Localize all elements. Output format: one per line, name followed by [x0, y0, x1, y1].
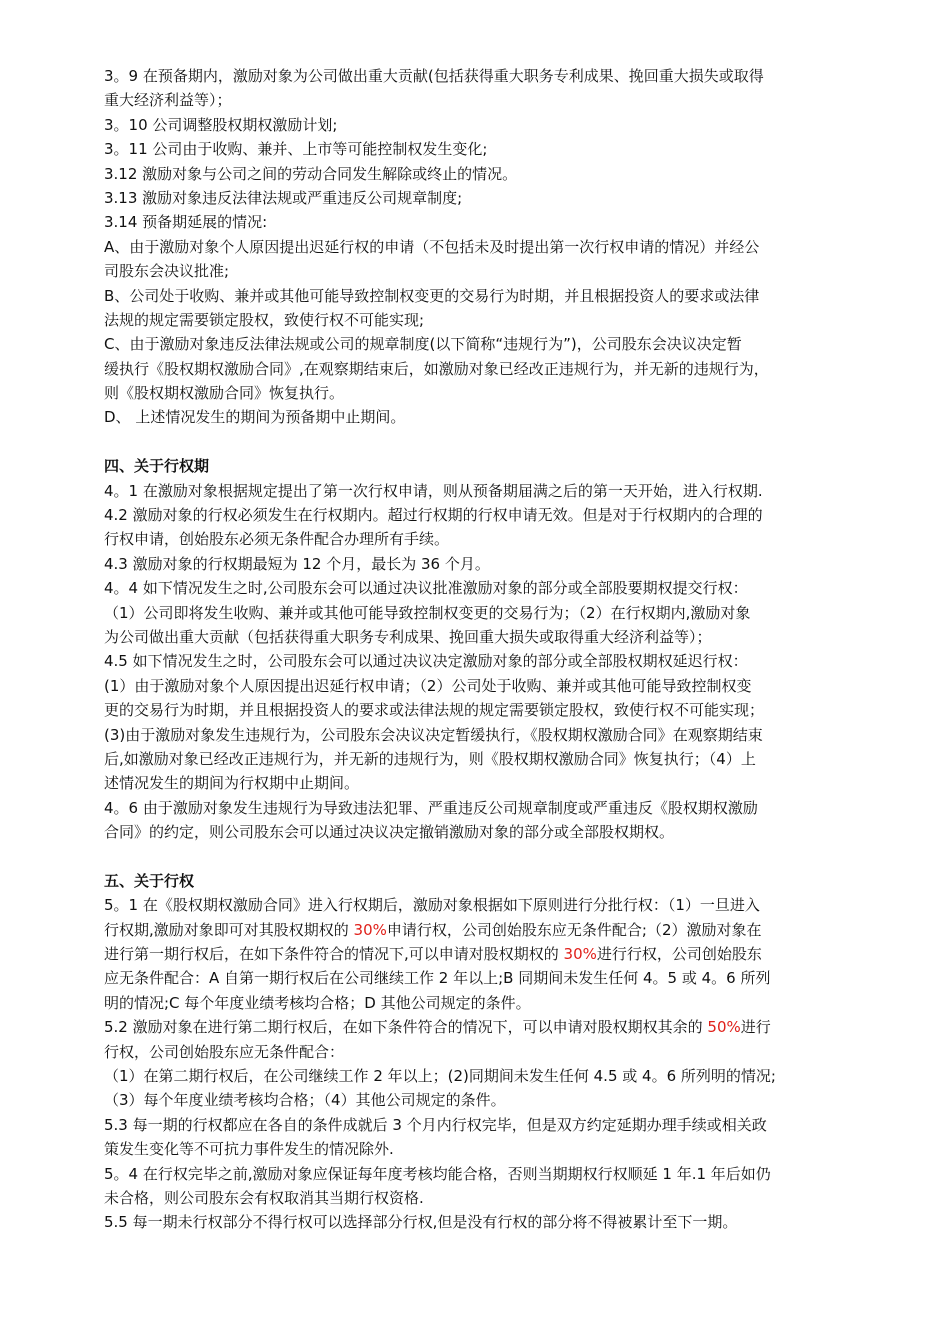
- highlighted-percentage: 50%: [707, 1018, 741, 1037]
- text-line: 4.3 激励对象的行权期最短为 12 个月，最长为 36 个月。: [104, 554, 490, 573]
- text-line: 明的情况;C 每个年度业绩考核均合格；D 其他公司规定的条件。: [104, 993, 531, 1012]
- text-line: （3）每个年度业绩考核均合格；（4）其他公司规定的条件。: [104, 1091, 506, 1110]
- text-line: B、公司处于收购、兼并或其他可能导致控制权变更的交易行为时期，并且根据投资人的要求或法律: [104, 286, 760, 305]
- text-line: 为公司做出重大贡献（包括获得重大职务专利成果、挽回重大损失或取得重大经济利益等）；: [104, 627, 712, 646]
- text-line: 4。1 在激励对象根据规定提出了第一次行权申请，则从预备期届满之后的第一天开始，进入行权期.: [104, 481, 763, 500]
- text-line: 3.12 激励对象与公司之间的劳动合同发生解除或终止的情况。: [104, 164, 518, 183]
- text-line: 述情况发生的期间为行权期中止期间。: [104, 774, 360, 793]
- document-page: [104, 64, 852, 1235]
- text-segment: 5.2 激励对象在进行第二期行权后，在如下条件符合的情况下，可以申请对股权期权其余的: [104, 1018, 708, 1037]
- text-segment: 申请行权，公司创始股东应无条件配合;（2）激励对象在: [386, 920, 762, 939]
- text-segment: 进行行权，公司创始股东: [596, 945, 762, 964]
- text-line: 5。4 在行权完毕之前,激励对象应保证每年度考核均能合格，否则当期期权行权顺延 1 年.1 年后如仍: [104, 1164, 771, 1183]
- section-4-heading: 四、关于行权期: [104, 457, 210, 476]
- text-line: A、由于激励对象个人原因提出迟延行权的申请（不包括未及时提出第一次行权申请的情况）并经公: [104, 237, 760, 256]
- text-segment: 行权期,激励对象即可对其股权期权的: [104, 920, 354, 939]
- text-line: 法规的规定需要锁定股权，致使行权不可能实现;: [104, 310, 425, 329]
- paragraph-gap: [104, 430, 852, 454]
- text-line: [104, 918, 852, 942]
- text-line: 4.5 如下情况发生之时，公司股东会可以通过决议决定激励对象的部分或全部股权期权延迟行权：: [104, 652, 748, 671]
- section-5: [104, 869, 852, 1235]
- text-line: 应无条件配合：A 自第一期行权后在公司继续工作 2 年以上;B 同期间未发生任何 4。5 或 4。6 所列: [104, 969, 771, 988]
- text-line: C、由于激励对象违反法律法规或公司的规章制度(以下简称“违规行为”)，公司股东会决议决定暂: [104, 335, 742, 354]
- text-line: 3。9 在预备期内，激励对象为公司做出重大贡献(包括获得重大职务专利成果、挽回重大损失或取得: [104, 67, 764, 85]
- text-line: 未合格，则公司股东会有权取消其当期行权资格.: [104, 1188, 424, 1207]
- text-line: 4.2 激励对象的行权必须发生在行权期内。超过行权期的行权申请无效。但是对于行权期内的合理的: [104, 506, 763, 525]
- text-line: [104, 942, 852, 966]
- text-line: 行权申请，创始股东必须无条件配合办理所有手续。: [104, 530, 450, 549]
- text-line: D、 上述情况发生的期间为预备期中止期间。: [104, 408, 406, 427]
- paragraph-gap: [104, 845, 852, 869]
- text-line: 策发生变化等不可抗力事件发生的情况除外.: [104, 1140, 394, 1159]
- text-line: 重大经济利益等）；: [104, 91, 232, 110]
- text-line: 更的交易行为时期，并且根据投资人的要求或法律法规的规定需要锁定股权，致使行权不可能实现；: [104, 701, 765, 720]
- text-line: 5.3 每一期的行权都应在各自的条件成就后 3 个月内行权完毕，但是双方约定延期办理手续或相关政: [104, 1115, 767, 1134]
- text-line: 3.13 激励对象违反法律法规或严重违反公司规章制度;: [104, 188, 463, 207]
- text-line: 5。1 在《股权期权激励合同》进入行权期后，激励对象根据如下原则进行分批行权：（1）一旦进入: [104, 896, 760, 915]
- text-line: 3.14 预备期延展的情况:: [104, 213, 268, 232]
- text-line: 3。10 公司调整股权期权激励计划;: [104, 115, 338, 134]
- text-line: 3。11 公司由于收购、兼并、上市等可能控制权发生变化;: [104, 140, 488, 159]
- text-line: 4。4 如下情况发生之时,公司股东会可以通过决议批准激励对象的部分或全部股要期权提交行权：: [104, 579, 748, 598]
- text-line: 则《股权期权激励合同》恢复执行。: [104, 384, 345, 403]
- text-line: 缓执行《股权期权激励合同》,在观察期结束后，如激励对象已经改正违规行为，并无新的违规行为，: [104, 359, 769, 378]
- text-line: 行权，公司创始股东应无条件配合：: [104, 1042, 345, 1061]
- text-line: [104, 1015, 852, 1039]
- block-3-continued: [104, 64, 852, 430]
- text-line: 5.5 每一期未行权部分不得行权可以选择部分行权,但是没有行权的部分将不得被累计至下一期。: [104, 1213, 738, 1232]
- text-segment: 进行: [740, 1018, 771, 1037]
- text-segment: 进行第一期行权后，在如下条件符合的情况下,可以申请对股权期权的: [104, 945, 564, 964]
- section-5-heading: 五、关于行权: [104, 871, 195, 890]
- text-line: (1）由于激励对象个人原因提出迟延行权申请；（2）公司处于收购、兼并或其他可能导致控制权变: [104, 676, 752, 695]
- highlighted-percentage: 30%: [563, 945, 597, 964]
- text-line: 合同》的约定，则公司股东会可以通过决议决定撤销激励对象的部分或全部股权期权。: [104, 823, 675, 842]
- text-line: (3)由于激励对象发生违规行为，公司股东会决议决定暂缓执行，《股权期权激励合同》在观察期结束: [104, 725, 763, 744]
- text-line: （1）公司即将发生收购、兼并或其他可能导致控制权变更的交易行为；（2）在行权期内,激励对象: [104, 603, 751, 622]
- section-4: [104, 454, 852, 844]
- highlighted-percentage: 30%: [353, 920, 387, 939]
- text-line: 司股东会决议批准;: [104, 262, 230, 281]
- text-line: 4。6 由于激励对象发生违规行为导致违法犯罪、严重违反公司规章制度或严重违反《股权期权激励: [104, 798, 758, 817]
- text-line: 后,如激励对象已经改正违规行为，并无新的违规行为，则《股权期权激励合同》恢复执行；（4）上: [104, 749, 756, 768]
- text-line: （1）在第二期行权后，在公司继续工作 2 年以上；(2)同期间未发生任何 4.5 或 4。6 所列明的情况;: [104, 1067, 776, 1086]
